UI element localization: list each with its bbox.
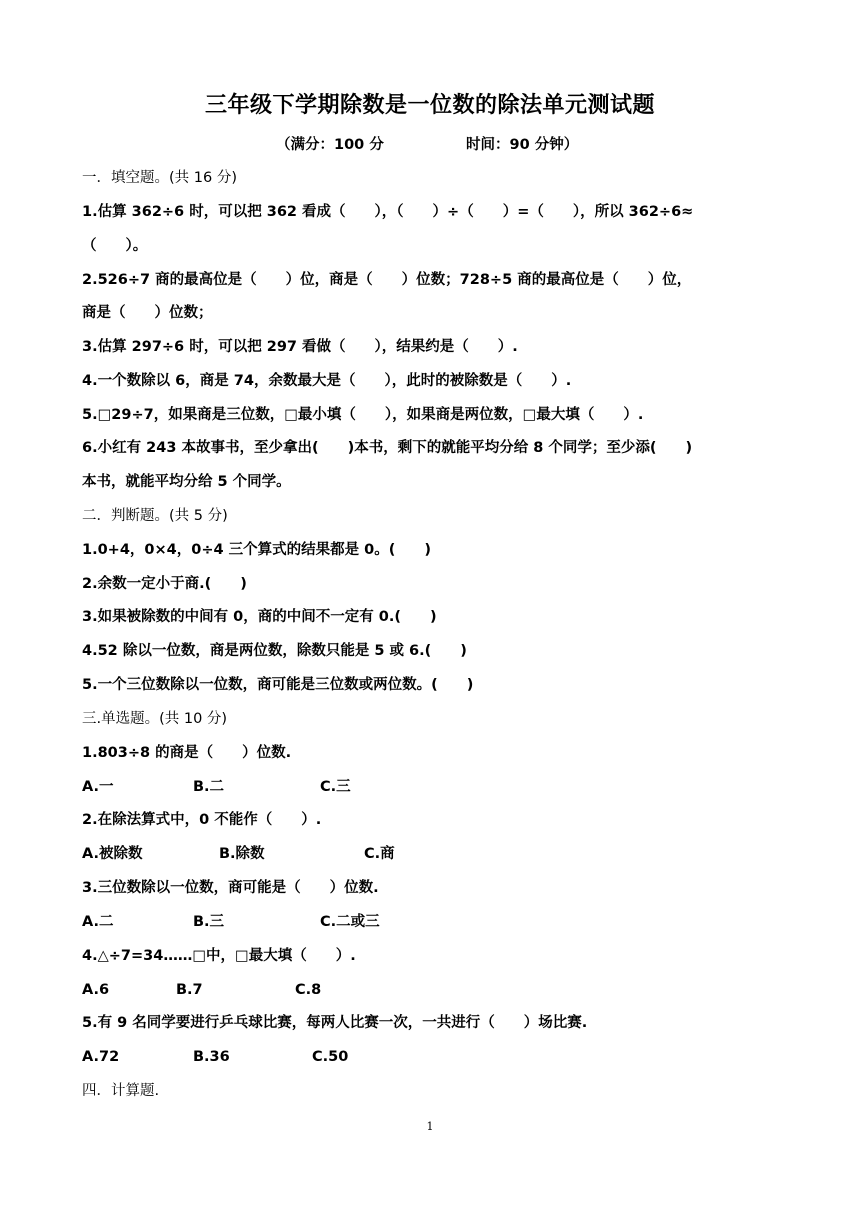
choice-option-c: C.二或三	[320, 914, 380, 930]
choice-question-4: 4.△÷7=34……□中，□最大填（ ）.	[82, 948, 356, 964]
choice-option-b: B.二	[193, 779, 225, 795]
section-heading-calc: 四．计算题.	[82, 1083, 160, 1099]
judge-question-2: 2.余数一定小于商.( )	[82, 576, 247, 592]
fill-question-1-cont: （ ）。	[82, 238, 148, 254]
fill-question-1: 1.估算 362÷6 时，可以把 362 看成（ ），（ ）÷（ ）=（ ），所以 362÷6≈	[82, 204, 694, 220]
choice-option-a: A.被除数	[82, 846, 143, 862]
section-heading-fill: 一．填空题。(共 16 分)	[82, 170, 237, 186]
choice-option-b: B.三	[193, 914, 225, 930]
choice-question-5: 5.有 9 名同学要进行乒乓球比赛，每两人比赛一次，一共进行（ ）场比赛.	[82, 1015, 588, 1031]
judge-question-5: 5.一个三位数除以一位数，商可能是三位数或两位数。( )	[82, 677, 474, 693]
fill-question-6-cont: 本书，就能平均分给 5 个同学。	[82, 474, 291, 490]
choice-option-b: B.除数	[219, 846, 265, 862]
page-number: 1	[426, 1120, 434, 1133]
page-title: 三年级下学期除数是一位数的除法单元测试题	[204, 93, 655, 118]
judge-question-4: 4.52 除以一位数，商是两位数，除数只能是 5 或 6.( )	[82, 643, 467, 659]
choice-option-b: B.7	[176, 982, 203, 998]
choice-option-c: C.三	[320, 779, 351, 795]
choice-option-a: A.72	[82, 1049, 120, 1065]
choice-option-c: C.50	[312, 1049, 349, 1065]
full-score: （满分：100 分	[276, 137, 384, 153]
section-heading-choice: 三.单选题。(共 10 分)	[82, 711, 228, 727]
choice-option-a: A.二	[82, 914, 114, 930]
fill-question-5: 5.□29÷7，如果商是三位数，□最小填（ ），如果商是两位数，□最大填（ ）.	[82, 407, 644, 423]
judge-question-3: 3.如果被除数的中间有 0，商的中间不一定有 0.( )	[82, 609, 437, 625]
fill-question-6: 6.小红有 243 本故事书，至少拿出( )本书，剩下的就能平均分给 8 个同学；至少添( )	[82, 440, 693, 456]
choice-option-a: A.6	[82, 982, 110, 998]
choice-question-1: 1.803÷8 的商是（ ）位数.	[82, 745, 292, 761]
fill-question-2: 2.526÷7 商的最高位是（ ）位，商是（ ）位数；728÷5 商的最高位是（ ）位，	[82, 272, 692, 288]
choice-option-b: B.36	[193, 1049, 230, 1065]
fill-question-3: 3.估算 297÷6 时，可以把 297 看做（ ），结果约是（ ）.	[82, 339, 518, 355]
section-heading-judge: 二．判断题。(共 5 分)	[82, 508, 228, 524]
choice-option-c: C.8	[295, 982, 322, 998]
choice-option-c: C.商	[364, 846, 395, 862]
judge-question-1: 1.0+4，0×4，0÷4 三个算式的结果都是 0。( )	[82, 542, 432, 558]
fill-question-4: 4.一个数除以 6，商是 74，余数最大是（ ），此时的被除数是（ ）.	[82, 373, 572, 389]
time-limit: 时间：90 分钟）	[466, 137, 579, 153]
fill-question-2-cont: 商是（ ）位数；	[82, 305, 213, 321]
choice-option-a: A.一	[82, 779, 114, 795]
choice-question-3: 3.三位数除以一位数，商可能是（ ）位数.	[82, 880, 379, 896]
choice-question-2: 2.在除法算式中，0 不能作（ ）.	[82, 812, 322, 828]
